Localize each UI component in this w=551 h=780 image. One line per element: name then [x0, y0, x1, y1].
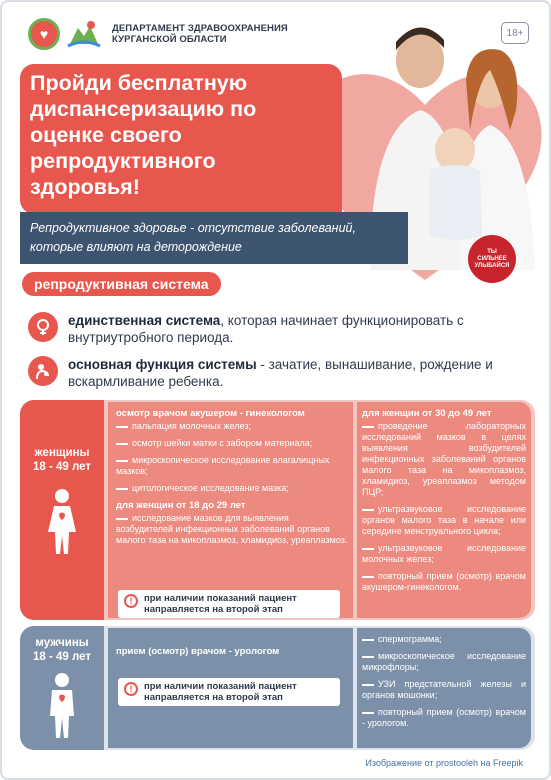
women-mid-heading-2: для женщин от 18 до 29 лет — [116, 500, 246, 511]
feature-bold: основная функция системы — [68, 357, 257, 372]
female-symbol-icon — [28, 312, 58, 342]
badge-line-3: УЛЫБАЙСЯ — [474, 262, 510, 269]
women-exam-item: исследование мазков для выявления возбудителей инфекционных заболеваний органов малого таза на микоплазмоз, хламидиоз, уреаплазмоз. — [116, 513, 348, 545]
women-note-text: при наличии показаний пациент направляется на второй этап — [144, 593, 297, 615]
men-group-label — [24, 636, 100, 664]
age-rating-badge: 18+ — [501, 22, 529, 44]
feature-item — [28, 312, 533, 346]
women-exam-item: проведение лабораторных исследований мазков в целях выявления возбудителей инфекционных заболеваний органов малого таза на микоплазмоз, хламидиоз, уреаплазмоз методом ПЦР; — [362, 421, 526, 497]
warning-icon: ! — [124, 594, 138, 608]
men-mid-heading: прием (осмотр) врачом - урологом — [116, 646, 280, 657]
department-name — [112, 23, 288, 45]
feature-rest: , которая начинает функционировать с внутриутробного периода. — [68, 313, 464, 345]
feature-bold: единственная система — [68, 313, 221, 328]
header-logos — [28, 18, 288, 50]
women-second-stage-note — [118, 590, 340, 618]
hero-title: Пройди бесплатную диспансеризацию по оценке своего репродуктивного здоровья! — [30, 71, 257, 199]
woman-figure-icon — [42, 488, 82, 558]
women-mid-content — [116, 408, 348, 552]
warning-icon: ! — [124, 682, 138, 696]
women-exam-item: микроскопическое исследование влагалищных мазков; — [116, 455, 348, 477]
badge-line-1: ТЫ — [487, 248, 497, 255]
men-exam-item: повторный прием (осмотр) врачом - урологом. — [362, 707, 526, 728]
women-exam-item: повторный прием (осмотр) врачом акушером-гинекологом. — [362, 571, 526, 592]
women-right-content — [362, 408, 526, 599]
region-emblem-icon — [66, 18, 102, 50]
man-figure-icon — [44, 672, 80, 740]
men-mid-content — [116, 646, 348, 659]
dept-line-1: ДЕПАРТАМЕНТ ЗДРАВООХРАНЕНИЯ — [112, 23, 288, 34]
health-heart-logo-icon: ♥ — [28, 18, 60, 50]
hero-subtitle: Репродуктивное здоровье - отсутствие заболеваний, которые влияют на деторождение — [30, 221, 356, 254]
men-exam-item: УЗИ предстательной железы и органов мошонки; — [362, 679, 526, 700]
men-exam-item: спермограмма; — [362, 634, 526, 645]
women-age: 18 - 49 лет — [32, 461, 92, 473]
campaign-badge — [468, 235, 516, 283]
image-credit: Изображение от prostooleh на Freepik — [365, 758, 523, 768]
badge-line-2: СИЛЬНЕЕ — [477, 255, 507, 262]
men-exam-item: микроскопическое исследование микрофлоры; — [362, 651, 526, 672]
men-note-text: при наличии показаний пациент направляется на второй этап — [144, 681, 297, 703]
feature-text — [68, 356, 533, 390]
dept-line-2: КУРГАНСКОЙ ОБЛАСТИ — [112, 34, 227, 45]
women-mid-heading: осмотр врачом акушером - гинекологом — [116, 408, 305, 419]
feature-rest: - зачатие, вынашивание, рождение и вскармливание ребенка. — [68, 357, 493, 389]
women-exam-item: осмотр шейки матки с забором материала; — [116, 438, 348, 449]
feature-text — [68, 312, 533, 346]
women-exam-item: пальпация молочных желез; — [116, 421, 348, 432]
men-right-content — [362, 634, 526, 735]
men-second-stage-note — [118, 678, 340, 706]
women-exam-item: цитологическое исследование мазка; — [116, 483, 348, 494]
section-pill: репродуктивная система — [22, 272, 221, 296]
women-exam-item: ультразвуковое исследование органов малого таза в начале или середине менструального цикла; — [362, 504, 526, 536]
women-group-label — [24, 446, 100, 474]
women-exam-item: ультразвуковое исследование молочных желез; — [362, 543, 526, 564]
men-label: мужчины — [35, 637, 89, 649]
mother-baby-icon — [28, 356, 58, 386]
women-label: женщины — [34, 447, 90, 459]
women-right-heading: для женщин от 30 до 49 лет — [362, 408, 492, 419]
men-age: 18 - 49 лет — [32, 651, 92, 663]
feature-item — [28, 356, 533, 390]
